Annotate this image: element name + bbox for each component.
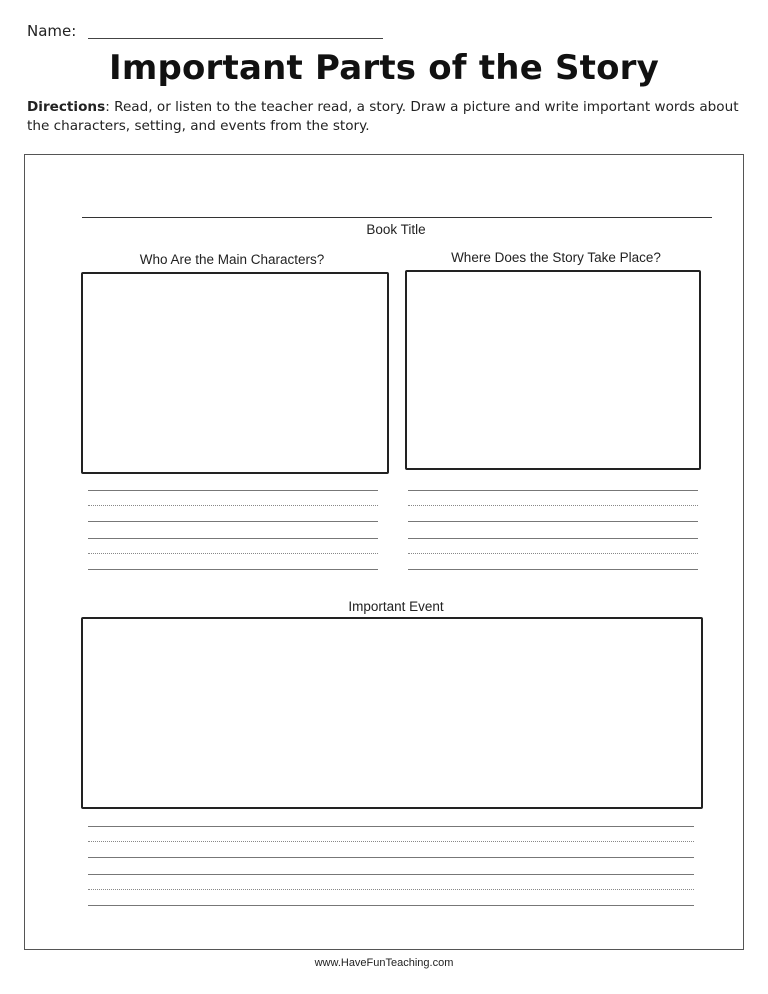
- characters-write-line[interactable]: [88, 521, 378, 522]
- event-drawing-box[interactable]: [81, 617, 703, 809]
- characters-write-line[interactable]: [88, 569, 378, 570]
- name-label: Name:: [27, 22, 77, 40]
- name-write-line[interactable]: [88, 38, 383, 39]
- setting-write-line[interactable]: [408, 490, 698, 491]
- book-title-label: Book Title: [366, 222, 426, 237]
- book-title-write-line[interactable]: [82, 217, 712, 218]
- event-guide-line: [88, 889, 694, 890]
- setting-write-line[interactable]: [408, 521, 698, 522]
- characters-guide-line: [88, 505, 378, 506]
- characters-write-line[interactable]: [88, 538, 378, 539]
- page-title: Important Parts of the Story: [108, 48, 660, 88]
- directions: [27, 98, 747, 136]
- directions-lead: Directions: [27, 99, 106, 115]
- footer-url: www.HaveFunTeaching.com: [314, 957, 454, 969]
- setting-guide-line: [408, 505, 698, 506]
- event-write-line[interactable]: [88, 857, 694, 858]
- setting-drawing-box[interactable]: [405, 270, 701, 470]
- setting-write-line[interactable]: [408, 569, 698, 570]
- characters-drawing-box[interactable]: [81, 272, 389, 474]
- characters-guide-line: [88, 553, 378, 554]
- directions-text: : Read, or listen to the teacher read, a story. Draw a picture and write important words about the characters, setting, and events from the story.: [27, 99, 739, 134]
- event-label: Important Event: [348, 599, 444, 614]
- setting-guide-line: [408, 553, 698, 554]
- event-write-line[interactable]: [88, 874, 694, 875]
- setting-write-line[interactable]: [408, 538, 698, 539]
- event-write-line[interactable]: [88, 826, 694, 827]
- characters-label: Who Are the Main Characters?: [139, 252, 325, 267]
- setting-label: Where Does the Story Take Place?: [451, 250, 661, 265]
- event-write-line[interactable]: [88, 905, 694, 906]
- event-guide-line: [88, 841, 694, 842]
- characters-write-line[interactable]: [88, 490, 378, 491]
